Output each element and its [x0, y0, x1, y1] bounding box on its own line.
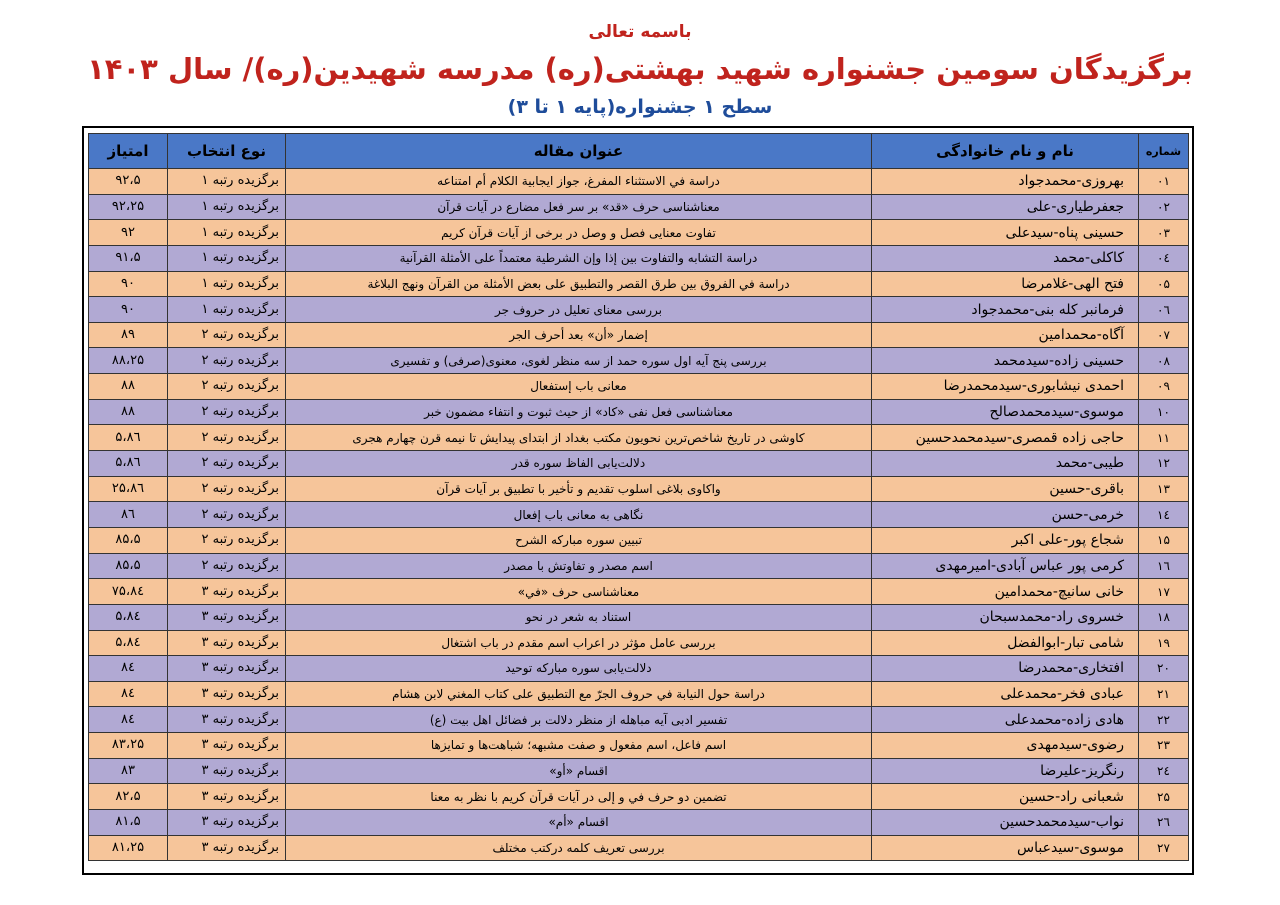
row-name: خرمی-حسن — [872, 502, 1139, 528]
row-title: معانی باب إستفعال — [286, 374, 872, 400]
row-title: تفاوت معنایی فصل و وصل در برخی از آیات قرآن کریم — [286, 220, 872, 246]
row-name: کرمی پور عباس آبادی-امیرمهدی — [872, 553, 1139, 579]
row-number: ۰۳ — [1139, 220, 1189, 246]
row-name: شامی تبار-ابوالفضل — [872, 630, 1139, 656]
row-title: دراسة في الاستثناء المفرغ، جواز ایجابیة الکلام أم امتناعه — [286, 169, 872, 195]
row-selection: برگزیده رتبه ۳ — [168, 784, 286, 810]
row-selection: برگزیده رتبه ۲ — [168, 374, 286, 400]
row-title: دلالت‌یابی سوره مبارکه توحید — [286, 656, 872, 682]
row-number: ۰۷ — [1139, 322, 1189, 348]
table-row — [89, 835, 1189, 861]
row-name: فرمانبر کله بنی-محمدجواد — [872, 297, 1139, 323]
row-name: رنگریز-علیرضا — [872, 758, 1139, 784]
row-title: بررسی عامل مؤثر در اعراب اسم مقدم در باب اشتغال — [286, 630, 872, 656]
row-score: ۸۵،۵ — [89, 553, 168, 579]
row-title: معناشناسی فعل نفی «کاد» از حیث ثبوت و انتفاء مضمون خبر — [286, 399, 872, 425]
results-table-frame — [82, 126, 1194, 875]
row-title: دراسة التشابه والتفاوت بین إذا وإن الشرطیة معتمداً علی الأمثلة القرآنیة — [286, 245, 872, 271]
row-selection: برگزیده رتبه ۲ — [168, 451, 286, 477]
row-title: تفسیر ادبی آیه مباهله از منظر دلالت بر فضائل اهل بیت (ع) — [286, 707, 872, 733]
row-score: ۸۵،۵ — [89, 527, 168, 553]
table-row — [89, 707, 1189, 733]
row-selection: برگزیده رتبه ۳ — [168, 707, 286, 733]
table-row — [89, 399, 1189, 425]
table-header-row — [89, 134, 1189, 169]
table-row — [89, 451, 1189, 477]
table-row — [89, 220, 1189, 246]
heading-invocation: باسمه تعالی — [588, 22, 692, 42]
row-name: آگاه-محمدامین — [872, 322, 1139, 348]
table-row — [89, 245, 1189, 271]
row-number: ۲۰ — [1139, 656, 1189, 682]
row-selection: برگزیده رتبه ۲ — [168, 527, 286, 553]
row-title: دلالت‌یابی الفاظ سوره قدر — [286, 451, 872, 477]
table-row — [89, 425, 1189, 451]
table-row — [89, 476, 1189, 502]
row-selection: برگزیده رتبه ۲ — [168, 322, 286, 348]
row-selection: برگزیده رتبه ۳ — [168, 604, 286, 630]
row-score: ۹۲،۲۵ — [89, 194, 168, 220]
page-subtitle: سطح ۱ جشنواره(پایه ۱ تا ۳) — [507, 96, 773, 118]
row-name: خسروی راد-محمدسبحان — [872, 604, 1139, 630]
row-selection: برگزیده رتبه ۱ — [168, 194, 286, 220]
row-name: حاجی زاده قمصری-سیدمحمدحسین — [872, 425, 1139, 451]
row-selection: برگزیده رتبه ۳ — [168, 810, 286, 836]
row-selection: برگزیده رتبه ۳ — [168, 656, 286, 682]
row-selection: برگزیده رتبه ۱ — [168, 220, 286, 246]
row-number: ۲۱ — [1139, 681, 1189, 707]
row-selection: برگزیده رتبه ۳ — [168, 630, 286, 656]
row-title: نگاهی به معانی باب إفعال — [286, 502, 872, 528]
row-selection: برگزیده رتبه ۲ — [168, 476, 286, 502]
column-header-number: شماره — [1139, 134, 1189, 169]
row-name: شعبانی راد-حسین — [872, 784, 1139, 810]
row-number: ۰۵ — [1139, 271, 1189, 297]
row-number: ۱۵ — [1139, 527, 1189, 553]
row-score: ۸۹ — [89, 322, 168, 348]
row-score: ۸۱،۵ — [89, 810, 168, 836]
table-row — [89, 553, 1189, 579]
row-score: ۸۳ — [89, 758, 168, 784]
table-row — [89, 271, 1189, 297]
row-selection: برگزیده رتبه ۱ — [168, 169, 286, 195]
row-name: حسینی پناه-سیدعلی — [872, 220, 1139, 246]
row-title: بررسی معنای تعلیل در حروف جر — [286, 297, 872, 323]
row-title: تضمین دو حرف في و إلی در آیات قرآن کریم با نظر به معنا — [286, 784, 872, 810]
row-score: ۸۸ — [89, 374, 168, 400]
row-number: ۲۵ — [1139, 784, 1189, 810]
row-score: ۸٤ — [89, 707, 168, 733]
row-title: اقسام «أم» — [286, 810, 872, 836]
table-row — [89, 322, 1189, 348]
table-row — [89, 579, 1189, 605]
table-row — [89, 502, 1189, 528]
row-number: ۱۳ — [1139, 476, 1189, 502]
row-selection: برگزیده رتبه ۳ — [168, 681, 286, 707]
row-score: ۸٤ — [89, 681, 168, 707]
row-number: ۱۲ — [1139, 451, 1189, 477]
row-score: ۸۱،۲۵ — [89, 835, 168, 861]
row-selection: برگزیده رتبه ۳ — [168, 733, 286, 759]
row-selection: برگزیده رتبه ۲ — [168, 553, 286, 579]
row-name: باقری-حسین — [872, 476, 1139, 502]
row-title: معناشناسی حرف «قد» بر سر فعل مضارع در آیات قرآن — [286, 194, 872, 220]
row-title: بررسی تعریف کلمه درکتب مختلف — [286, 835, 872, 861]
row-score: ۸۲،۵ — [89, 784, 168, 810]
table-row — [89, 630, 1189, 656]
row-title: دراسة في الفروق بین طرق القصر والتطبیق علی بعض الأمثلة من القرآن ونهج البلاغة — [286, 271, 872, 297]
row-name: طیبی-محمد — [872, 451, 1139, 477]
row-score: ۸٤،۵ — [89, 630, 168, 656]
row-name: جعفرطیاری-علی — [872, 194, 1139, 220]
row-number: ۰۲ — [1139, 194, 1189, 220]
row-selection: برگزیده رتبه ۲ — [168, 502, 286, 528]
column-header-score: امتیاز — [89, 134, 168, 169]
row-name: بهروزی-محمدجواد — [872, 169, 1139, 195]
row-number: ۱۱ — [1139, 425, 1189, 451]
row-score: ۹۲ — [89, 220, 168, 246]
row-title: بررسی پنج آیه اول سوره حمد از سه منظر لغوی، معنوی(صرفی) و تفسیری — [286, 348, 872, 374]
table-row — [89, 169, 1189, 195]
row-selection: برگزیده رتبه ۳ — [168, 835, 286, 861]
row-score: ۸٦ — [89, 502, 168, 528]
row-number: ۰٤ — [1139, 245, 1189, 271]
table-row — [89, 758, 1189, 784]
row-number: ۰۱ — [1139, 169, 1189, 195]
row-name: فتح الهی-غلامرضا — [872, 271, 1139, 297]
row-score: ۸٤،۵ — [89, 604, 168, 630]
row-number: ۰٦ — [1139, 297, 1189, 323]
row-name: شجاع پور-علی اکبر — [872, 527, 1139, 553]
results-table — [88, 133, 1189, 861]
row-selection: برگزیده رتبه ۱ — [168, 245, 286, 271]
row-number: ۰۹ — [1139, 374, 1189, 400]
row-selection: برگزیده رتبه ۲ — [168, 425, 286, 451]
table-row — [89, 297, 1189, 323]
row-name: نواب-سیدمحمدحسین — [872, 810, 1139, 836]
row-score: ۸٤ — [89, 656, 168, 682]
row-selection: برگزیده رتبه ۱ — [168, 297, 286, 323]
column-header-selection: نوع انتخاب — [168, 134, 286, 169]
row-number: ۲٤ — [1139, 758, 1189, 784]
row-score: ۸٦،۲۵ — [89, 476, 168, 502]
column-header-name: نام و نام خانوادگی — [872, 134, 1139, 169]
row-name: موسوی-سیدمحمدصالح — [872, 399, 1139, 425]
table-row — [89, 784, 1189, 810]
row-selection: برگزیده رتبه ۲ — [168, 348, 286, 374]
row-title: استناد به شعر در نحو — [286, 604, 872, 630]
table-row — [89, 810, 1189, 836]
row-title: اسم مصدر و تفاوتش با مصدر — [286, 553, 872, 579]
row-name: احمدی نیشابوری-سیدمحمدرضا — [872, 374, 1139, 400]
row-title: اسم فاعل، اسم مفعول و صفت مشبهه؛ شباهت‌ها و تمایزها — [286, 733, 872, 759]
row-number: ۱۰ — [1139, 399, 1189, 425]
column-header-title: عنوان مقاله — [286, 134, 872, 169]
row-title: تبیین سوره مبارکه الشرح — [286, 527, 872, 553]
row-name: رضوی-سیدمهدی — [872, 733, 1139, 759]
row-score: ۹۲،۵ — [89, 169, 168, 195]
row-selection: برگزیده رتبه ۲ — [168, 399, 286, 425]
row-number: ۱۸ — [1139, 604, 1189, 630]
table-row — [89, 656, 1189, 682]
row-number: ۲۲ — [1139, 707, 1189, 733]
row-score: ۹۰ — [89, 271, 168, 297]
row-name: خانی سانیچ-محمدامین — [872, 579, 1139, 605]
row-number: ۰۸ — [1139, 348, 1189, 374]
row-title: واکاوی بلاغی اسلوب تقدیم و تأخیر با تطبیق بر آیات قرآن — [286, 476, 872, 502]
row-selection: برگزیده رتبه ۱ — [168, 271, 286, 297]
row-number: ۱٦ — [1139, 553, 1189, 579]
row-score: ۹۱،۵ — [89, 245, 168, 271]
row-score: ۸٤،۷۵ — [89, 579, 168, 605]
table-row — [89, 604, 1189, 630]
row-score: ۸۸،۲۵ — [89, 348, 168, 374]
table-row — [89, 527, 1189, 553]
table-row — [89, 348, 1189, 374]
row-number: ۲٦ — [1139, 810, 1189, 836]
row-number: ۱۹ — [1139, 630, 1189, 656]
table-row — [89, 194, 1189, 220]
row-name: کاکلی-محمد — [872, 245, 1139, 271]
row-number: ۱۷ — [1139, 579, 1189, 605]
row-name: افتخاری-محمدرضا — [872, 656, 1139, 682]
row-number: ۲۳ — [1139, 733, 1189, 759]
row-name: عبادی فخر-محمدعلی — [872, 681, 1139, 707]
table-row — [89, 681, 1189, 707]
row-title: کاوشی در تاریخ شاخص‌ترین نحویون مکتب بغداد از ابتدای پیدایش تا نیمه قرن چهارم هجری — [286, 425, 872, 451]
row-title: إضمار «أن» بعد أحرف الجر — [286, 322, 872, 348]
row-title: معناشناسی حرف «في» — [286, 579, 872, 605]
row-name: حسینی زاده-سیدمحمد — [872, 348, 1139, 374]
row-selection: برگزیده رتبه ۳ — [168, 579, 286, 605]
row-score: ۹۰ — [89, 297, 168, 323]
row-number: ۲۷ — [1139, 835, 1189, 861]
row-score: ۸٦،۵ — [89, 425, 168, 451]
row-score: ۸۳،۲۵ — [89, 733, 168, 759]
table-row — [89, 374, 1189, 400]
row-title: اقسام «أو» — [286, 758, 872, 784]
page-title: برگزیدگان سومین جشنواره شهید بهشتی(ره) مدرسه شهیدین(ره)/ سال ۱۴۰۳ — [87, 52, 1193, 86]
row-score: ۸٦،۵ — [89, 451, 168, 477]
row-number: ۱٤ — [1139, 502, 1189, 528]
row-score: ۸۸ — [89, 399, 168, 425]
row-name: موسوی-سیدعباس — [872, 835, 1139, 861]
row-name: هادی زاده-محمدعلی — [872, 707, 1139, 733]
row-title: دراسة حول النیابة في حروف الجرّ مع التطبیق علی کتاب المغني لابن هشام — [286, 681, 872, 707]
row-selection: برگزیده رتبه ۳ — [168, 758, 286, 784]
table-row — [89, 733, 1189, 759]
